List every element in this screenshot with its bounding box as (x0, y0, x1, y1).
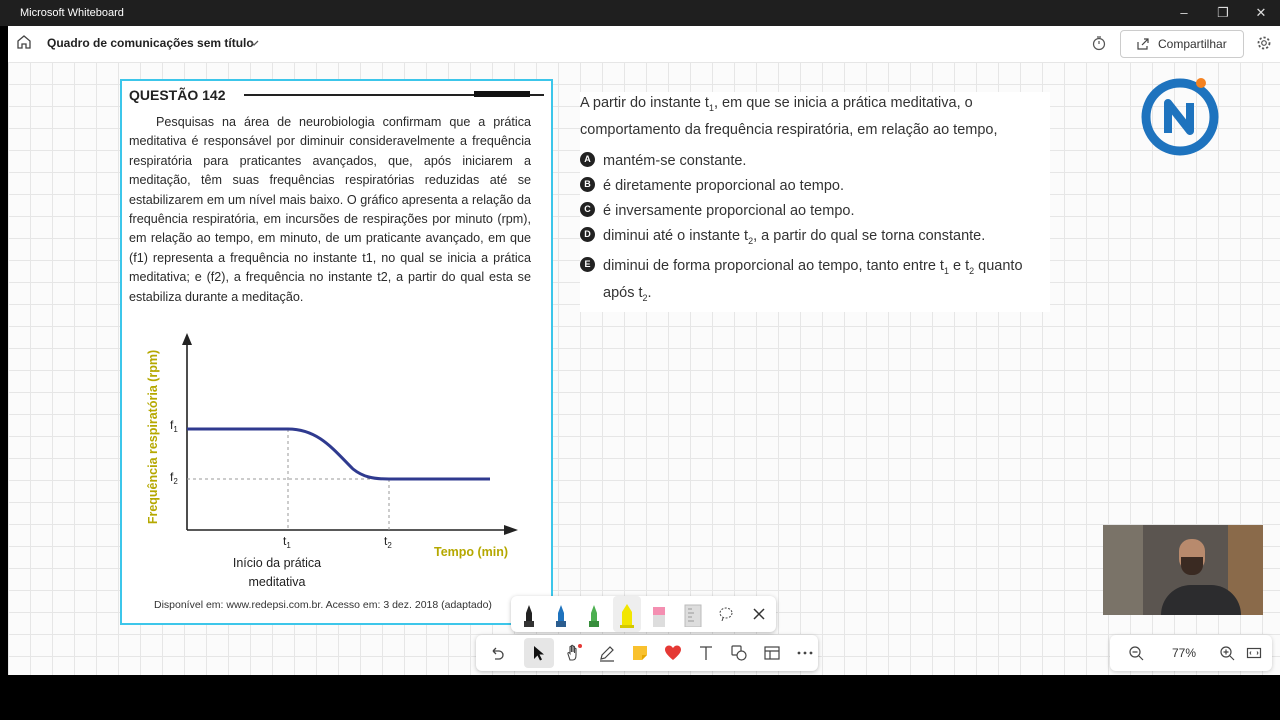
close-icon[interactable] (753, 608, 765, 620)
lasso-icon[interactable] (719, 607, 733, 621)
option-a[interactable]: A mantém-se constante. (580, 150, 1050, 172)
y-axis-label: Frequência respiratória (rpm) (146, 349, 160, 525)
templates-icon[interactable] (762, 643, 782, 663)
black-pen-icon[interactable] (521, 601, 537, 627)
reactions-heart-icon[interactable] (663, 643, 683, 663)
eraser-icon[interactable] (651, 603, 667, 627)
zoom-control (1110, 635, 1272, 671)
undo-icon[interactable] (487, 643, 507, 663)
timer-icon[interactable] (1091, 35, 1107, 51)
minimize-button[interactable]: – (1180, 5, 1188, 20)
main-toolbar (476, 635, 818, 671)
chevron-down-icon[interactable] (248, 37, 260, 49)
share-button[interactable] (1120, 30, 1244, 58)
zoom-out-icon[interactable] (1128, 645, 1144, 661)
hand-icon[interactable] (564, 643, 584, 663)
webcam-overlay (1103, 525, 1263, 615)
option-c[interactable]: C é inversamente proporcional ao tempo. (580, 200, 1050, 222)
select-tool-bg[interactable] (524, 638, 554, 668)
app-title: Microsoft Whiteboard (20, 7, 124, 19)
question-title: QUESTÃO 142 (129, 87, 226, 103)
y-axis-arrow (182, 333, 192, 345)
f2-label: $f_2$ (170, 470, 178, 486)
zoom-level[interactable]: 77% (1172, 646, 1197, 660)
sticky-note-icon[interactable] (630, 643, 650, 663)
option-b[interactable]: B é diretamente proporcional ao tempo. (580, 175, 1050, 197)
whiteboard-canvas[interactable] (8, 62, 1280, 675)
fit-to-screen-icon[interactable] (1246, 645, 1262, 661)
frequency-graph (138, 329, 538, 594)
title-rule-bold (474, 91, 530, 97)
gear-icon[interactable] (1256, 35, 1272, 51)
option-letter: D (580, 227, 595, 242)
more-icon[interactable] (795, 643, 815, 663)
blue-pen-icon[interactable] (553, 601, 569, 627)
f1-label: $f_1$ (170, 418, 178, 434)
text-icon[interactable] (696, 643, 716, 663)
pen-tool-icon[interactable] (597, 643, 617, 663)
person-beard (1181, 557, 1203, 575)
board-title[interactable]: Quadro de comunicações sem título (47, 36, 254, 50)
option-e[interactable]: E diminui de forma proporcional ao tempo, tanto entre $t_1$ e $t_2$ quanto após $t_2$. (580, 255, 1050, 309)
options-list (580, 150, 1050, 309)
green-pen-icon[interactable] (586, 601, 602, 627)
zoom-in-icon[interactable] (1219, 645, 1235, 661)
ruler-icon[interactable] (683, 603, 703, 627)
share-icon (1135, 36, 1151, 52)
home-icon[interactable] (16, 34, 32, 50)
share-label: Compartilhar (1158, 37, 1227, 51)
option-letter: C (580, 202, 595, 217)
source-citation: Disponível em: www.redepsi.com.br. Acesso em: 3 dez. 2018 (adaptado) (154, 599, 492, 611)
pointer-icon (530, 644, 548, 662)
frequency-curve (187, 429, 490, 479)
highlighter-selected[interactable] (613, 596, 641, 632)
x-axis-arrow (504, 525, 518, 535)
x-axis-label: Tempo (min) (434, 545, 509, 559)
window-titlebar (0, 0, 1280, 26)
answers-panel[interactable] (580, 92, 1050, 312)
restore-button[interactable]: ❐ (1217, 5, 1229, 20)
pen-tray (511, 596, 776, 632)
shapes-icon[interactable] (729, 643, 749, 663)
question-paragraph: Pesquisas na área de neurobiologia confirmam que a prática meditativa é responsável por diminuir consideravelmente a frequência respiratória para praticantes avançados, que, após iniciarem a meditação, têm suas frequências respiratórias reduzidas até se estabilizarem em um nível mais baixo. O gráfico apresenta a relação da frequência respiratória, em incursões de respirações por minuto (rpm), em relação ao tempo, em minuto, de um praticante avançado, em que (f1) representa a frequência no instante t1, no qual se inicia a prática meditativa; e (f2), a frequência no instante t2, a partir do qual esta se estabiliza durante a meditação. (129, 115, 531, 304)
taskbar-area (0, 675, 1280, 720)
t2-label: $t_2$ (384, 534, 392, 550)
app-header (8, 26, 1280, 63)
t1-label: $t_1$ (283, 534, 291, 550)
option-letter: B (580, 177, 595, 192)
option-letter: A (580, 152, 595, 167)
channel-logo (1138, 75, 1228, 157)
question-stem: A partir do instante $t_1$, em que se inicia a prática meditativa, o comportamento da frequência respiratória, em relação ao tempo, (580, 95, 998, 139)
close-window-button[interactable]: ✕ (1255, 5, 1267, 20)
option-letter: E (580, 257, 595, 272)
question-card[interactable] (120, 79, 553, 625)
caption-line2: meditativa (248, 575, 306, 589)
option-d[interactable]: D diminui até o instante $t_2$, a partir do qual se torna constante. (580, 225, 1050, 252)
yellow-highlighter-icon (618, 600, 636, 628)
caption-line1: Início da prática (232, 556, 322, 570)
